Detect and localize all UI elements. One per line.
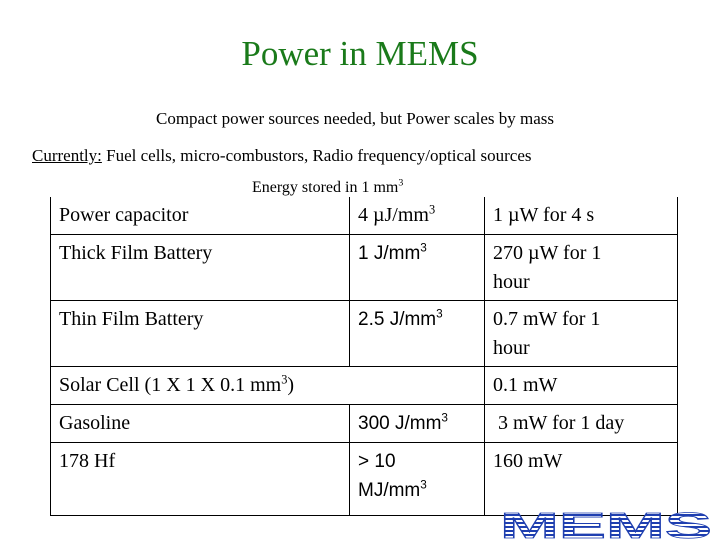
currently-text: Fuel cells, micro-combustors, Radio frequency/optical sources <box>101 146 532 165</box>
table-row <box>51 443 678 516</box>
row-energy <box>350 197 485 235</box>
row-name <box>51 197 350 235</box>
cell-text: 270 µW for 1 <box>493 242 602 264</box>
row-name <box>51 443 350 516</box>
row-power <box>485 367 678 405</box>
currently-line <box>32 146 532 166</box>
energy-note-text: Energy stored in 1 mm <box>252 179 399 196</box>
row-name <box>51 235 350 301</box>
cell-sup: 3 <box>420 478 427 492</box>
row-energy <box>350 235 485 301</box>
cell-sup: 3 <box>428 202 436 217</box>
cell-text: 2.5 J/mm <box>358 309 437 330</box>
cell-text: Gasoline <box>59 412 131 434</box>
table-row <box>51 301 678 367</box>
subtitle: Compact power sources needed, but Power scales by mass <box>156 109 554 128</box>
row-name <box>51 301 350 367</box>
cell-text: hour <box>493 271 530 293</box>
row-name <box>51 405 350 443</box>
row-name <box>51 367 485 405</box>
cell-text: 4 µJ/mm <box>358 204 429 226</box>
table-row <box>51 235 678 301</box>
row-energy <box>350 405 485 443</box>
cell-sup: 3 <box>281 372 288 387</box>
cell-text: 0.7 mW for 1 <box>493 308 601 330</box>
table-row <box>51 367 678 405</box>
cell-text: Thick Film Battery <box>59 242 213 264</box>
table-row <box>51 197 678 235</box>
cell-text: Solar Cell (1 X 1 X 0.1 mm <box>59 374 282 396</box>
footer-rule <box>54 515 479 516</box>
row-power <box>485 235 678 301</box>
cell-text: hour <box>493 337 530 359</box>
cell-text: > 10 <box>358 451 396 472</box>
mems-logo-text: MEMS <box>500 510 712 540</box>
row-energy <box>350 443 485 516</box>
cell-sup: 3 <box>436 307 443 321</box>
cell-text: MJ/mm <box>358 480 421 501</box>
cell-text: ) <box>287 374 295 396</box>
cell-text: 300 J/mm <box>358 413 442 434</box>
row-energy <box>350 301 485 367</box>
cell-text: Power capacitor <box>59 204 189 226</box>
row-power <box>485 197 678 235</box>
row-power <box>485 301 678 367</box>
currently-label: Currently: <box>32 146 102 165</box>
cell-sup: 3 <box>420 241 427 255</box>
energy-note <box>252 179 403 197</box>
mems-logo <box>498 510 714 540</box>
cell-text: 1 µW for 4 s <box>493 204 595 226</box>
cell-text: Thin Film Battery <box>59 308 204 330</box>
slide-title: Power in MEMS <box>241 34 479 73</box>
cell-text: 3 mW for 1 day <box>493 412 625 434</box>
row-power <box>485 443 678 516</box>
cell-text: 0.1 mW <box>493 374 558 396</box>
cell-text: 1 J/mm <box>358 243 421 264</box>
cell-text: 178 Hf <box>59 450 116 472</box>
cell-text: 160 mW <box>493 450 563 472</box>
energy-note-sup: 3 <box>398 177 404 189</box>
power-table <box>50 197 678 516</box>
row-power <box>485 405 678 443</box>
cell-sup: 3 <box>441 411 448 425</box>
table-row <box>51 405 678 443</box>
